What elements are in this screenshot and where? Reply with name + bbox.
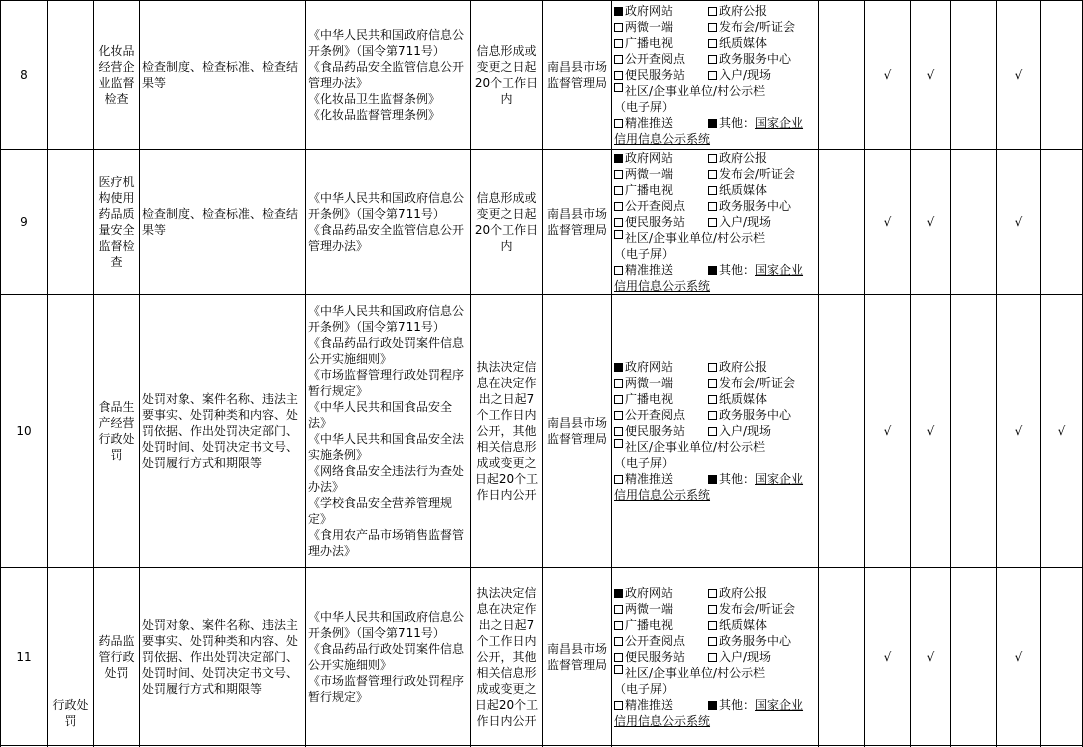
channel-option: 便民服务站 [625,424,686,438]
other-channel-value: 信用信息公示系统 [614,132,711,146]
channel-option: 精准推送 [625,116,674,130]
other-channel-value: 信用信息公示系统 [614,488,711,502]
basis: 《中华人民共和国政府信息公开条例》（国令第711号） 《食品药品安全监管信息公开管理办法》 [308,191,465,253]
time-limit: 信息形成或变更之日起20个工作日内 [474,191,539,253]
checkbox-icon [708,637,717,646]
checkbox-icon [614,71,623,80]
channel-option: 入户/现场 [719,649,772,664]
channel-options [614,359,803,503]
channel-option: 纸质媒体 [719,617,768,632]
channel-option: 政务服务中心 [719,633,792,648]
content: 处罚对象、案件名称、违法主要事实、处罚种类和内容、处罚依据、作出处罚决定部门、处罚时间、处罚决定书文号、处罚履行方式和期限等 [142,392,299,470]
channel-option: 便民服务站 [625,649,686,664]
checkbox-icon [614,7,623,16]
checkbox-icon [614,653,623,662]
channel-options [614,585,803,729]
row-number: 9 [20,215,28,229]
checkbox-icon [708,427,717,436]
category-label: 行政处罚 [52,697,89,728]
channel-option: 发布会/听证会 [719,376,796,390]
other-channel-value: 国家企业 [755,263,804,277]
checkbox-icon [614,266,623,275]
checkbox-icon [708,653,717,662]
channel-option: 政府网站 [625,151,674,165]
checkbox-icon [708,621,717,630]
checkbox-icon [708,202,717,211]
check-mark: √ [883,649,892,664]
checkbox-icon [614,379,623,388]
other-channel-value: 国家企业 [755,472,804,486]
checkbox-icon [614,637,623,646]
channel-option: 社区/企事业单位/村公示栏 [625,84,766,98]
checkbox-icon [614,170,623,179]
channel-option: 入户/现场 [719,68,772,82]
checkbox-icon [708,186,717,195]
channel-option: 广播电视 [625,183,674,197]
channels [612,1,818,149]
channel-option: 政府网站 [625,585,674,600]
channel-option: 便民服务站 [625,68,686,82]
other-channel-value: 国家企业 [755,697,804,712]
checkbox-icon [614,621,623,630]
row-number: 10 [16,424,32,438]
channel-option: 公开查阅点 [625,633,686,648]
channel-option: 政府网站 [625,4,674,18]
channel-option: 广播电视 [625,36,674,50]
channel-option: 政府公报 [719,585,768,600]
checkbox-icon [708,701,717,710]
channel-option: 纸质媒体 [719,36,768,50]
channel-option: 两微一端 [625,601,674,616]
checkbox-icon [614,589,623,598]
check-mark: √ [883,68,892,82]
check-mark: √ [926,68,935,82]
channel-option: 入户/现场 [719,215,772,229]
checkbox-icon [614,83,623,92]
channel-option: 政府网站 [625,360,674,374]
check-mark: √ [1014,424,1023,438]
channel-list [614,3,803,147]
content: 检查制度、检查标准、检查结果等 [142,60,299,90]
channel-option: 政务服务中心 [719,199,792,213]
checkbox-icon [614,395,623,404]
channel-option: 公开查阅点 [625,52,686,66]
checkbox-icon [614,23,623,32]
checkbox-icon [614,427,623,436]
content: 检查制度、检查标准、检查结果等 [142,207,299,237]
checkbox-icon [614,665,623,674]
check-mark: √ [1057,424,1066,438]
check-mark: √ [1014,215,1023,229]
subject: 南昌县市场监督管理局 [546,416,607,446]
item-name: 医疗机构使用药品质量安全监督检查 [98,175,135,269]
row-number: 8 [20,68,28,82]
checkbox-icon [708,23,717,32]
time-limit: 执法决定信息在决定作出之日起7个工作日内公开，其他相关信息形成或变更之日起20个工作日内公开 [474,360,539,502]
other-channel-value: 国家企业 [755,116,804,130]
subject: 南昌县市场监督管理局 [546,207,607,237]
channel-option: 社区/企事业单位/村公示栏 [625,231,766,245]
channel-option: 广播电视 [625,392,674,406]
channel-option: 政府公报 [719,360,768,374]
checkbox-icon [708,411,717,420]
checkbox-icon [708,475,717,484]
channel-option-sub: （电子屏） [614,100,675,114]
checkbox-icon [614,39,623,48]
channels [612,295,818,567]
subject: 南昌县市场监督管理局 [546,60,607,90]
check-mark: √ [883,215,892,229]
channel-option: 发布会/听证会 [719,20,796,34]
channel-option: 社区/企事业单位/村公示栏 [625,665,766,680]
channel-option-sub: （电子屏） [614,681,675,696]
channel-option: 公开查阅点 [625,408,686,422]
checkbox-icon [614,202,623,211]
checkbox-icon [614,439,623,448]
checkbox-icon [614,154,623,163]
checkbox-icon [708,7,717,16]
channel-option: 入户/现场 [719,424,772,438]
channel-option: 两微一端 [625,167,674,181]
channel-option: 广播电视 [625,617,674,632]
content: 处罚对象、案件名称、违法主要事实、处罚种类和内容、处罚依据、作出处罚决定部门、处罚时间、处罚决定书文号、处罚履行方式和期限等 [142,617,299,696]
checkbox-icon [708,589,717,598]
checkbox-icon [614,55,623,64]
channel-option: 政府公报 [719,4,768,18]
channel-options [614,3,803,147]
checkbox-icon [614,701,623,710]
checkbox-icon [708,395,717,404]
channel-option: 其他： [719,116,756,130]
channel-option: 精准推送 [625,472,674,486]
basis: 《中华人民共和国政府信息公开条例》（国令第711号） 《食品药品安全监管信息公开管理办法》 《化妆品卫生监督条例》 《化妆品监督管理条例》 [308,28,465,122]
item-name: 化妆品经营企业监督检查 [98,44,135,106]
checkbox-icon [708,605,717,614]
checkbox-icon [614,119,623,128]
check-mark: √ [883,424,892,438]
channel-options [614,150,803,294]
checkbox-icon [708,379,717,388]
channel-option: 纸质媒体 [719,183,768,197]
channel-option-sub: （电子屏） [614,456,675,470]
checkbox-icon [708,39,717,48]
checkbox-icon [614,218,623,227]
channel-list [614,585,803,729]
check-mark: √ [926,424,935,438]
col-line [47,0,48,747]
channel-list [614,150,803,294]
checkbox-icon [614,605,623,614]
channel-option: 社区/企事业单位/村公示栏 [625,440,766,454]
checkbox-icon [708,55,717,64]
channel-option: 发布会/听证会 [719,167,796,181]
channel-option: 其他： [719,697,756,712]
checkbox-icon [614,475,623,484]
checkbox-icon [708,170,717,179]
channel-option: 公开查阅点 [625,199,686,213]
channel-option: 政务服务中心 [719,408,792,422]
checkbox-icon [708,218,717,227]
row-number: 11 [16,649,32,664]
channel-option: 其他： [719,472,756,486]
basis: 《中华人民共和国政府信息公开条例》（国令第711号） 《食品药品行政处罚案件信息公开实施细则》 《市场监督管理行政处罚程序暂行规定》 《中华人民共和国食品安全法》 《中华人民共和国食品安全法实施条例》 《网络食品安全违法行为查处办法》 《学校食品安全营养管理规定》 《食用农产品市场销售监督管理办法》 [308,304,465,558]
checkbox-icon [708,154,717,163]
channel-option: 两微一端 [625,20,674,34]
channel-option: 发布会/听证会 [719,601,796,616]
other-channel-value: 信用信息公示系统 [614,279,711,293]
checkbox-icon [708,266,717,275]
col-line [818,0,819,747]
checkbox-icon [708,119,717,128]
check-mark: √ [926,215,935,229]
time-limit: 信息形成或变更之日起20个工作日内 [474,44,539,106]
channels [612,568,818,745]
check-mark: √ [926,649,935,664]
check-mark: √ [1014,68,1023,82]
check-mark: √ [1014,649,1023,664]
checkbox-icon [614,411,623,420]
channels [612,150,818,294]
channel-option: 精准推送 [625,263,674,277]
other-channel-value: 信用信息公示系统 [614,713,711,728]
channel-list [614,359,803,503]
channel-option: 精准推送 [625,697,674,712]
time-limit: 执法决定信息在决定作出之日起7个工作日内公开，其他相关信息形成或变更之日起20个工作日内公开 [474,585,539,728]
basis: 《中华人民共和国政府信息公开条例》（国令第711号） 《食品药品行政处罚案件信息公开实施细则》 《市场监督管理行政处罚程序暂行规定》 [308,609,465,704]
checkbox-icon [708,363,717,372]
checkbox-icon [614,186,623,195]
checkbox-icon [708,71,717,80]
item-name: 食品生产经营行政处罚 [98,400,135,462]
channel-option: 政府公报 [719,151,768,165]
col-line [950,0,951,747]
channel-option: 两微一端 [625,376,674,390]
channel-option-sub: （电子屏） [614,247,675,261]
channel-option: 其他： [719,263,756,277]
checkbox-icon [614,230,623,239]
item-name: 药品监管行政处罚 [98,633,135,680]
subject: 南昌县市场监督管理局 [546,641,607,672]
channel-option: 纸质媒体 [719,392,768,406]
checkbox-icon [614,363,623,372]
channel-option: 便民服务站 [625,215,686,229]
channel-option: 政务服务中心 [719,52,792,66]
